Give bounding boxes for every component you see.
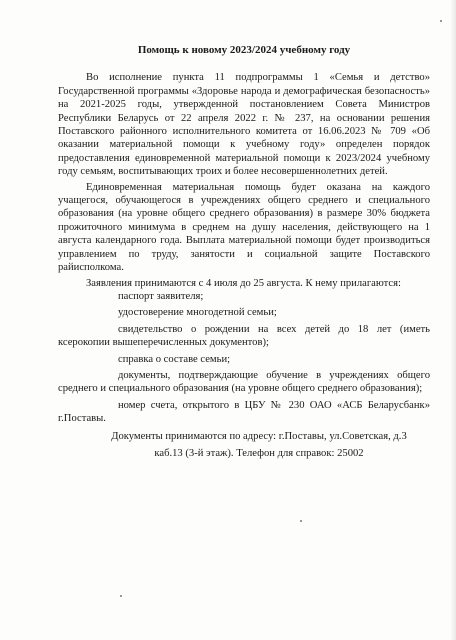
contact-office-phone: каб.13 (3-й этаж). Телефон для справок: 25002 (154, 447, 364, 459)
contact-address: Документы принимаются по адресу: г.Поставы, ул.Советская, д.3 (111, 430, 407, 442)
attachment-family-composition: справка о составе семьи; (118, 353, 231, 365)
attachment-large-family-certificate: удостоверение многодетной семьи; (118, 307, 277, 319)
scan-speck (300, 520, 302, 522)
attachments-list (58, 290, 430, 426)
paragraph-application-dates: Заявления принимаются с 4 июля до 25 августа. К нему прилагаются: (86, 277, 401, 289)
attachment-education-documents: документы, подтверждающие обучение в учреждениях общего среднего и специального образования (на уровне общего среднего образования); (58, 369, 430, 395)
paragraph-legal-basis: Во исполнение пункта 11 подпрограммы 1 «Семья и детство» Государственной программы «Здоровье народа и демографическая безопасность» на 2021-2025 годы, утвержденной постановлением Совета Министров Республики Беларусь от 22 апреля 2022 г. № 237, на основании решения Поставского районного исполнительного комитета от 16.06.2023 № 709 «Об оказании материальной помощи к учебному году» определен порядок предоставления единовременной материальной помощи к 2023/2024 учебному году семьям, воспитывающих троих и более несовершеннолетних детей. (58, 72, 430, 178)
attachment-birth-certificates: свидетельство о рождении на всех детей до 18 лет (иметь ксерокопии вышеперечисленных документов); (58, 323, 430, 349)
paragraph-assistance-amount: Единовременная материальная помощь будет оказана на каждого учащегося, обучающегося в учреждениях общего среднего и специального образования (на уровне общего среднего образования) в размере 30% бюджета прожиточного минимума в среднем на душу населения, действующего на 1 августа календарного года. Выплата материальной помощи будет производиться управлением по труду, занятости и социальной защите Поставского райисполкома. (58, 181, 430, 274)
attachment-passport: паспорт заявителя; (118, 290, 204, 302)
scan-speck (120, 595, 122, 597)
document-title: Помощь к новому 2023/2024 учебному году (137, 44, 351, 56)
document-body (58, 44, 430, 460)
page-edge-shadow (450, 0, 456, 640)
attachment-bank-account: номер счета, открытого в ЦБУ № 230 ОАО «АСБ Беларусбанк» г.Поставы. (58, 399, 430, 425)
scan-speck (440, 20, 442, 22)
